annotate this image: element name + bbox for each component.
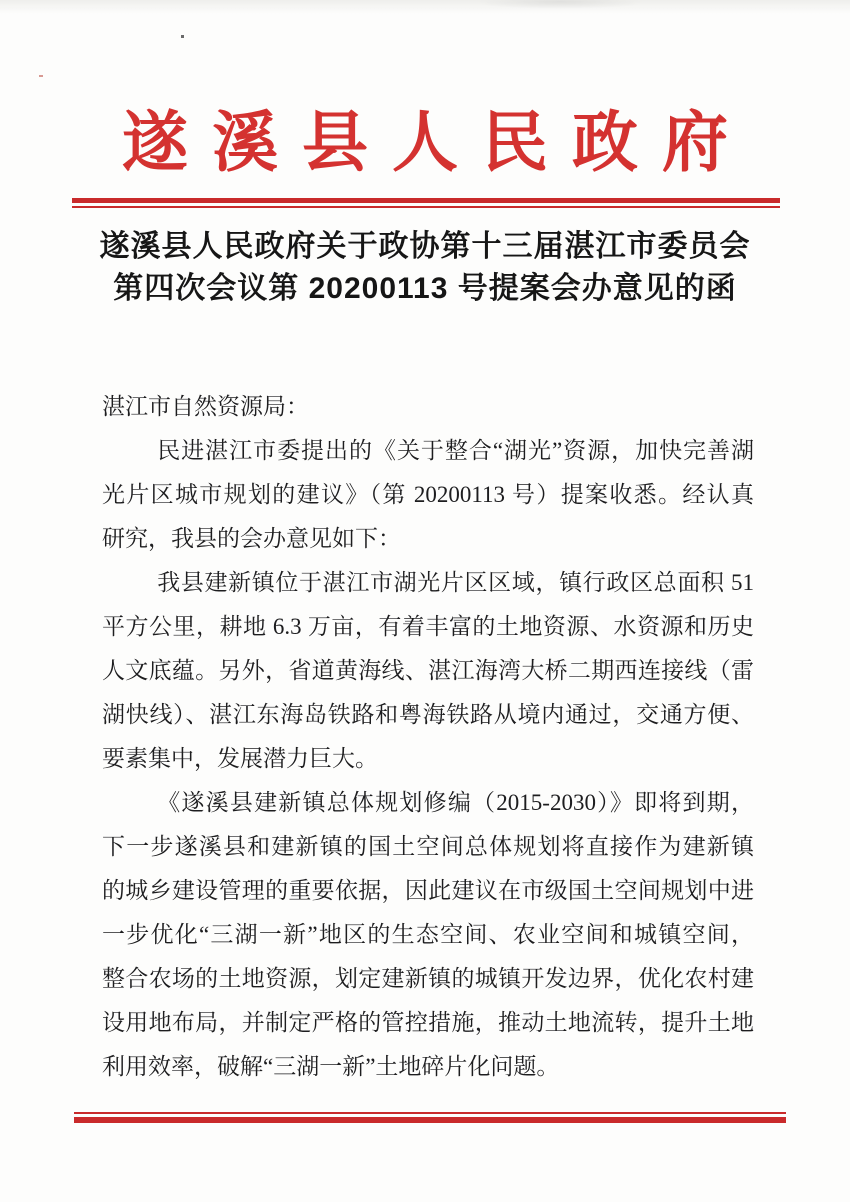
body-line: 研究，我县的会办意见如下： (102, 526, 401, 551)
body-line: 平方公里，耕地 6.3 万亩，有着丰富的土地资源、水资源和历史 (102, 614, 754, 639)
body-line: 我县建新镇位于湛江市湖光片区区域，镇行政区总面积 51 (157, 570, 754, 595)
body-line: 湖快线）、湛江东海岛铁路和粤海铁路从境内通过，交通方便、 (102, 702, 754, 727)
body-line: 下一步遂溪县和建新镇的国土空间总体规划将直接作为建新镇 (102, 834, 754, 859)
letterhead-double-rule (72, 198, 780, 208)
document-title-line2: 第四次会议第 20200113 号提案会办意见的函 (113, 272, 737, 305)
rule-thick-line (74, 1117, 786, 1123)
recipient-line: 湛江市自然资源局： (102, 394, 309, 419)
document-title (0, 226, 850, 310)
body-line: 人文底蕴。另外，省道黄海线、湛江海湾大桥二期西连接线（雷 (102, 658, 754, 683)
document-title-line1: 遂溪县人民政府关于政协第十三届湛江市委员会 (99, 230, 751, 263)
body-line: 《遂溪县建新镇总体规划修编（2015-2030）》即将到期， (157, 790, 754, 815)
body-line: 的城乡建设管理的重要依据，因此建议在市级国土空间规划中进 (102, 878, 754, 903)
scan-noise (0, 0, 850, 14)
body-line: 民进湛江市委提出的《关于整合“湖光”资源，加快完善湖 (157, 438, 754, 463)
body-line: 利用效率，破解“三湖一新”土地碎片化问题。 (102, 1054, 560, 1079)
scan-speck (39, 75, 43, 77)
letterhead-title: 遂溪县人民政府 (122, 107, 752, 180)
body-line: 一步优化“三湖一新”地区的生态空间、农业空间和城镇空间， (102, 922, 754, 947)
body-line: 要素集中，发展潜力巨大。 (102, 746, 378, 771)
footer-double-rule (74, 1112, 786, 1123)
rule-thin-line (72, 206, 780, 208)
scan-speck (181, 35, 184, 38)
body-line: 整合农场的土地资源，划定建新镇的城镇开发边界，优化农村建 (102, 966, 754, 991)
body-line: 光片区城市规划的建议》（第 20200113 号）提案收悉。经认真 (102, 482, 754, 507)
letter-body (102, 385, 754, 1089)
body-line: 设用地布局，并制定严格的管控措施，推动土地流转，提升土地 (102, 1010, 754, 1035)
